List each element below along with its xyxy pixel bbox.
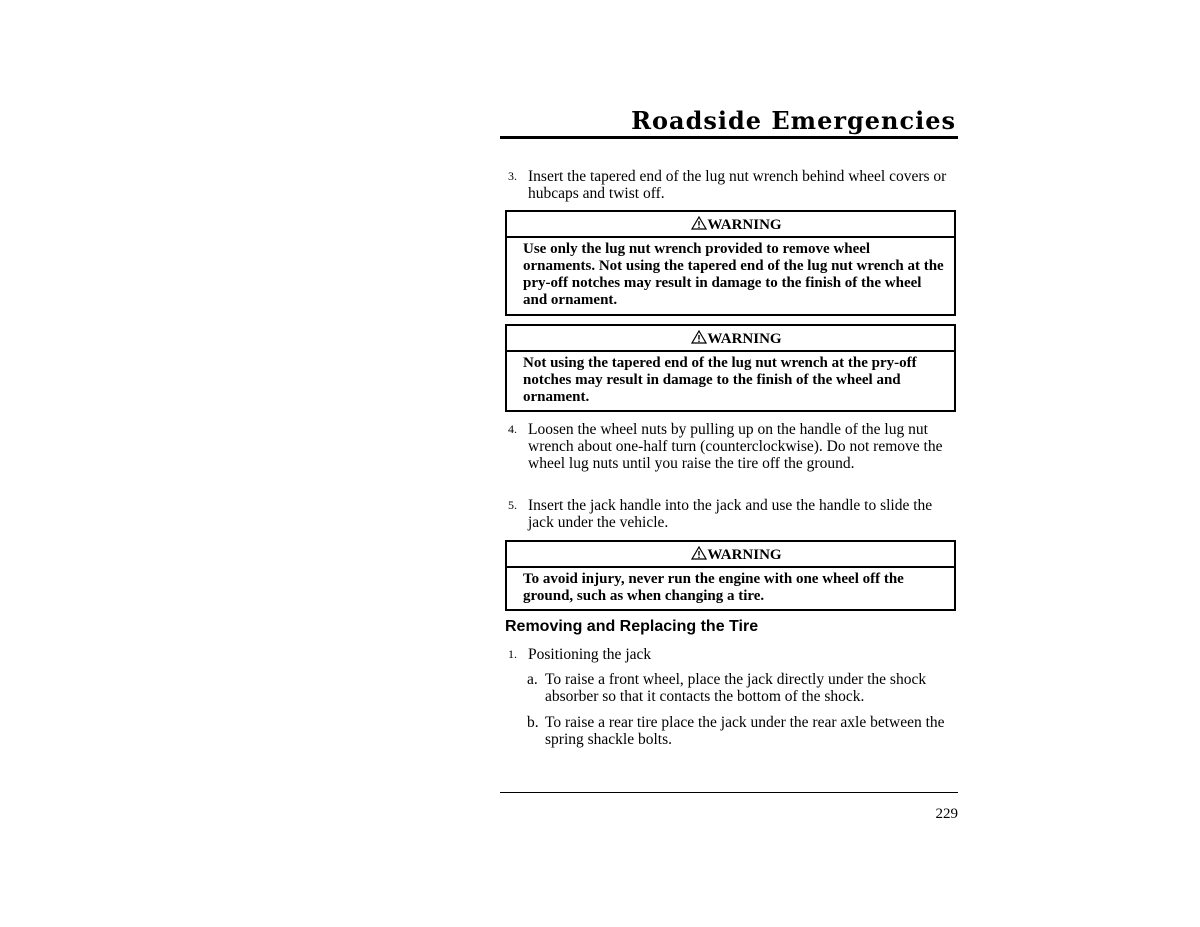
warning-triangle-icon: [691, 546, 707, 560]
warning-header: [507, 542, 954, 568]
step-number: 1.: [508, 647, 517, 661]
warning-text: Use only the lug nut wrench provided to remove wheel ornaments. Not using the tapered end of the lug nut wrench at the pry-off notches may result in damage to the finish of the wheel and ornament.: [523, 241, 944, 308]
warning-triangle-icon: [691, 216, 707, 230]
warning-triangle-icon: [691, 330, 707, 344]
step-text: Insert the jack handle into the jack and use the handle to slide the jack under the vehicle.: [528, 497, 933, 531]
step-text: Insert the tapered end of the lug nut wrench behind wheel covers or hubcaps and twist off.: [528, 168, 947, 202]
warning-box-2: [505, 324, 956, 412]
step-text: Loosen the wheel nuts by pulling up on the handle of the lug nut wrench about one-half turn (counterclockwise). Do not remove the wheel lug nuts until you raise the tire off the ground.: [528, 421, 943, 472]
warning-label: WARNING: [707, 547, 782, 563]
warning-header: [507, 326, 954, 352]
substep-text: To raise a front wheel, place the jack directly under the shock absorber so that it contacts the bottom of the shock.: [545, 671, 927, 705]
step-number: 5.: [508, 498, 517, 512]
title-divider: [500, 136, 958, 139]
warning-label: WARNING: [707, 331, 782, 347]
section-heading: Removing and Replacing the Tire: [505, 618, 759, 635]
substep-label: b.: [527, 714, 539, 731]
step-text: Positioning the jack: [528, 646, 652, 663]
warning-box-1: [505, 210, 956, 316]
warning-header: [507, 212, 954, 238]
warning-label: WARNING: [707, 217, 782, 233]
warning-box-3: [505, 540, 956, 611]
page-title: Roadside Emergencies: [631, 106, 956, 135]
step-number: 3.: [508, 169, 517, 183]
warning-text: To avoid injury, never run the engine with one wheel off the ground, such as when changing a tire.: [523, 571, 904, 604]
substep-text: To raise a rear tire place the jack under the rear axle between the spring shackle bolts.: [545, 714, 945, 748]
substep-label: a.: [527, 671, 538, 688]
step-number: 4.: [508, 422, 517, 436]
page-number: 229: [935, 806, 958, 822]
warning-text: Not using the tapered end of the lug nut wrench at the pry-off notches may result in damage to the finish of the wheel and ornament.: [523, 355, 917, 405]
footer-divider: [500, 792, 958, 793]
